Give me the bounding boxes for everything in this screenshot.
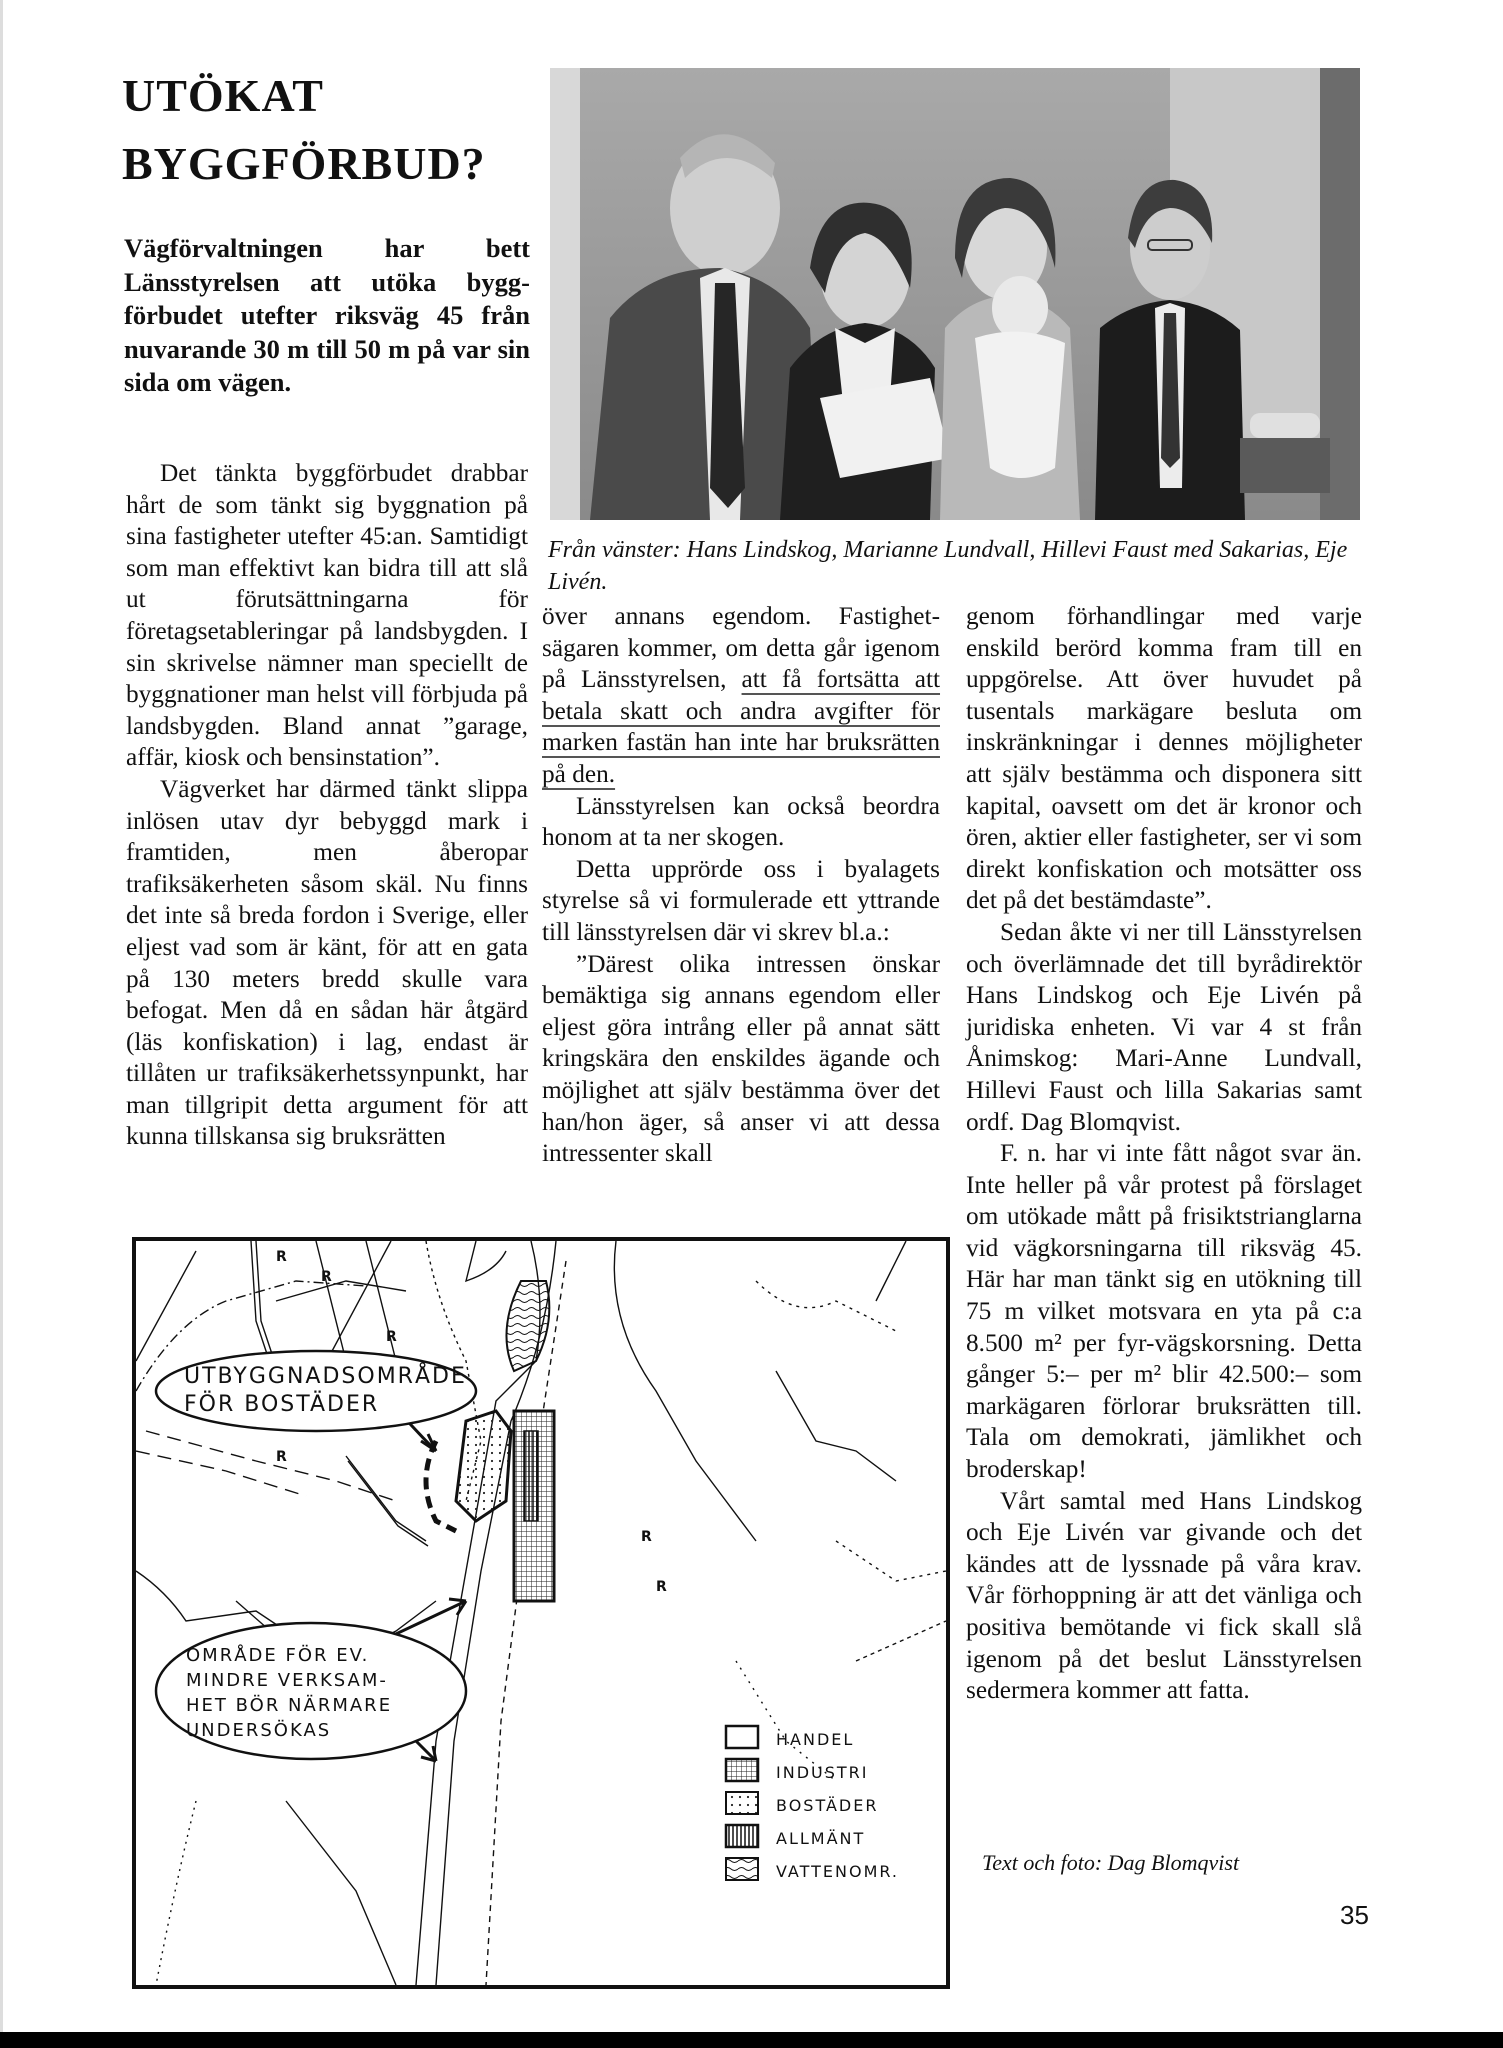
box-on-table bbox=[1240, 438, 1330, 493]
article-column-3 bbox=[966, 601, 1362, 1707]
headline-line-2: BYGGFÖRBUD? bbox=[122, 138, 486, 189]
article-column-2 bbox=[542, 601, 940, 1170]
paragraph: genom förhandlingar med varje enskild berörd komma fram till en uppgörelse. Att över huvudet på tusentals markägare besluta om inskränkningar i dennes möjligheter att själv bestämma och disponera sitt kapital, oavsett om det är kronor och ören, aktier eller fastigheter, ser vi som direkt konfiskation och motsätter oss det på det bestämdaste”. bbox=[966, 602, 1362, 915]
underlined-passage: att få fortsätta att betala skatt och andra avgifter för marken fastän han inte har bruksrätten på den. bbox=[542, 665, 941, 788]
group-photo-illustration bbox=[550, 68, 1360, 520]
paragraph: ”Därest olika intressen önskar bemäktiga sig annans egendom eller eljest göra intrång eller på annat sätt kringskära den enskildes ägande och möjlighet att själv bestämma över det han/hon äger, så anser vi att dessa intressenter skall bbox=[542, 949, 940, 1168]
group-photo bbox=[550, 68, 1360, 520]
housing-callout-line-1: UTBYGGNADSOMRÅDE bbox=[184, 1364, 467, 1389]
housing-callout-line-2: FÖR BOSTÄDER bbox=[184, 1392, 380, 1417]
zoning-map bbox=[132, 1237, 950, 1989]
business-callout-line-1: OMRÅDE FÖR EV. bbox=[186, 1645, 370, 1666]
legend-swatch-vattenomr bbox=[726, 1858, 758, 1880]
housing-callout-bubble bbox=[156, 1351, 476, 1431]
zoning-map-drawing bbox=[136, 1241, 946, 1985]
business-callout-line-3: HET BÖR NÄRMARE bbox=[186, 1695, 393, 1716]
page-bottom-border bbox=[0, 2032, 1503, 2048]
paragraph: Detta upprörde oss i byalagets styrelse så vi formulerade ett yttrande till länsstyrelsen där vi skrev bl.a.: bbox=[542, 854, 940, 946]
proposed-development-boundary bbox=[426, 1441, 456, 1531]
legend-swatch-handel bbox=[726, 1726, 758, 1748]
map-symbol-r: R bbox=[276, 1449, 287, 1465]
legend-label-industri: INDUSTRI bbox=[776, 1763, 869, 1782]
business-callout-line-2: MINDRE VERKSAM- bbox=[186, 1670, 388, 1691]
paragraph bbox=[542, 601, 940, 791]
map-symbol-r: R bbox=[641, 1529, 652, 1545]
lead-paragraph: Vägförvaltningen har bett Länsstyrelsen att utöka byggförbudet utefter riksväg 45 från nuvarande 30 m till 50 m på var sin sida om vägen. bbox=[124, 233, 530, 397]
paragraph: F. n. har vi inte fått något svar än. Inte heller på vår protest på förslaget om utökade mått på frisiktstrianglarna vid vägkorsningarna till riksväg 45. Här har man tänkt sig en utökning till 75 m vilket motsvara en yta på c:a 8.500 m² per fyr-vägskorsning. Detta gånger 5:– per m² blir 42.500:– som markägaren förlorar bruksrätten till. Tala om demokrati, jämlikhet och broderskap! bbox=[966, 1139, 1362, 1484]
page-number: 35 bbox=[1340, 1900, 1369, 1930]
paragraph: Länsstyrelsen kan också beordra honom at ta ner skogen. bbox=[542, 791, 940, 852]
article-column-1 bbox=[126, 458, 528, 1153]
business-callout-line-4: UNDERSÖKAS bbox=[186, 1720, 332, 1741]
headline-line-1: UTÖKAT bbox=[122, 70, 324, 121]
headline bbox=[122, 62, 542, 198]
map-symbol-r: R bbox=[276, 1249, 287, 1265]
paragraph: Det tänkta byggförbudet drabbar hårt de som tänkt sig byggnation på sina fastigheter utefter 45:an. Samtidigt som man effektivt kan bidra till att slå ut förutsättningarna för företagsetableringar på landsbygden. I sin skrivelse nämner man speciellt de byggnationer man helst vill förbjuda på landsbygden. Bland annat ”garage, affär, kiosk och bensinstation”. bbox=[126, 459, 528, 772]
byline: Text och foto: Dag Blomqvist bbox=[982, 1850, 1240, 1875]
legend-label-handel: HANDEL bbox=[776, 1730, 855, 1749]
public-area bbox=[524, 1431, 538, 1521]
map-symbol-r: R bbox=[321, 1269, 332, 1285]
paragraph: Vårt samtal med Hans Lindskog och Eje Livén var givande och det kändes att de lyssnade på våra krav. Vår förhoppning är att det vänliga och positiva bemötande vi fick skall slå igenom på det beslut Länsstyrelsen sedermera kommer att fatta. bbox=[966, 1486, 1362, 1705]
housing-area bbox=[456, 1411, 511, 1521]
legend-label-vattenomr: VATTENOMR. bbox=[776, 1862, 899, 1881]
photo-caption: Från vänster: Hans Lindskog, Marianne Lundvall, Hillevi Faust med Sakarias, Eje Livén. bbox=[548, 537, 1348, 595]
water-area bbox=[506, 1281, 549, 1371]
map-symbol-r: R bbox=[386, 1329, 397, 1345]
legend-swatch-bostader bbox=[726, 1792, 758, 1814]
paragraph-text: över annans egendom. Fastighetsägaren kommer, om detta går igenom på Länsstyrelsen, bbox=[542, 602, 940, 694]
map-symbol-r: R bbox=[656, 1579, 667, 1595]
legend-swatch-allmant bbox=[726, 1825, 758, 1847]
page-edge bbox=[0, 0, 3, 2048]
paragraph: Vägverket har därmed tänkt slippa inlösen utav dyr bebyggd mark i framtiden, men åberopar trafiksäkerheten såsom skäl. Nu finns det inte så breda fordon i Sverige, eller eljest vad som är känt, för att en gata på 130 meters bredd skulle vara befogat. Men då en sådan här åtgärd (läs konfiskation) i lag, endast är tillåten ur trafiksäkerhetssynpunkt, har man tillgripit detta argument för att kunna tillskansa sig bruksrätten bbox=[126, 774, 528, 1151]
legend-label-allmant: ALLMÄNT bbox=[776, 1829, 866, 1848]
legend-swatch-industri bbox=[726, 1759, 758, 1781]
map-legend bbox=[726, 1726, 899, 1881]
paragraph: Sedan åkte vi ner till Länsstyrelsen och överlämnade det till byrådirektör Hans Lindskog och Eje Livén på juridiska enheten. Vi var 4 st från Ånimskog: Mari-Anne Lundvall, Hillevi Faust och lilla Sakarias samt ordf. Dag Blomqvist. bbox=[966, 917, 1362, 1136]
legend-label-bostader: BOSTÄDER bbox=[776, 1796, 879, 1815]
